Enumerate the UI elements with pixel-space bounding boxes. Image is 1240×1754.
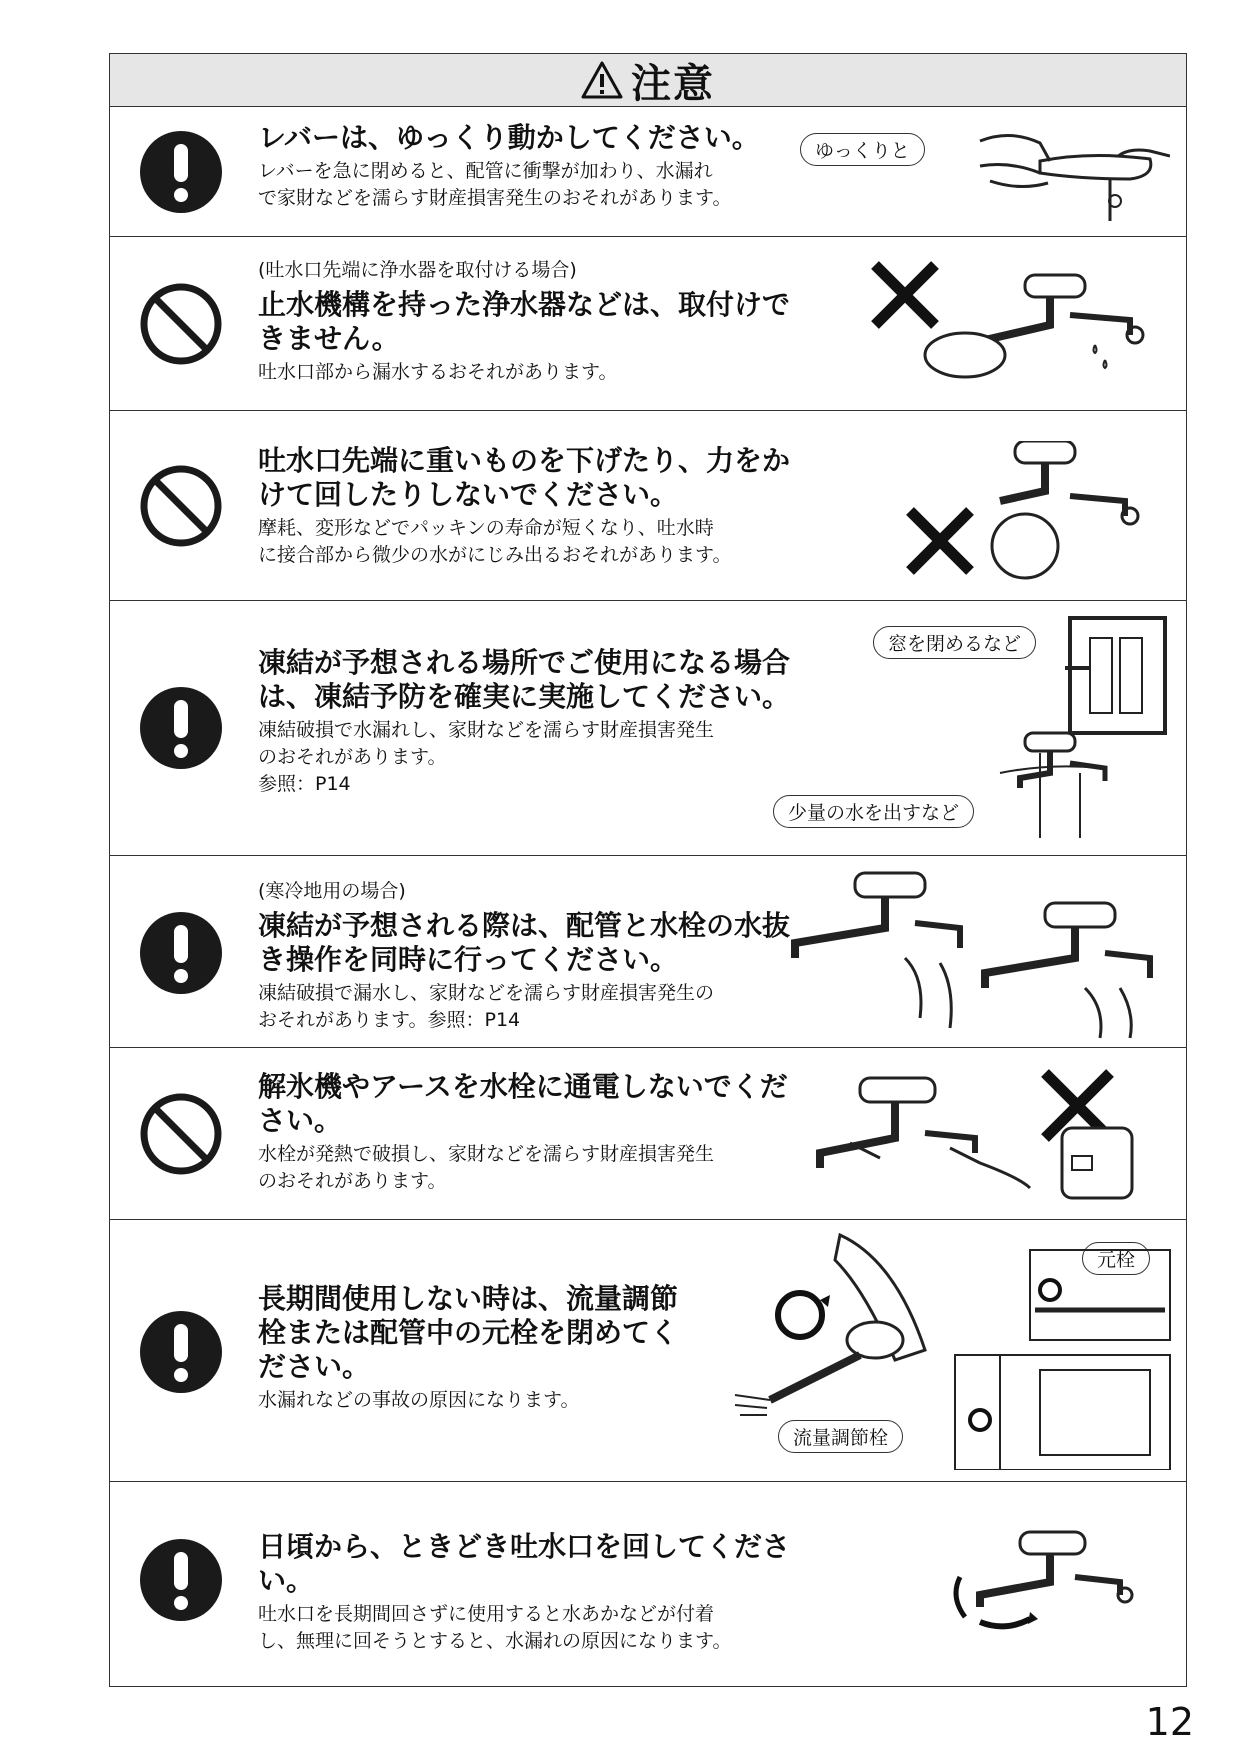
row-heading-line: けて回したりしないでください。	[258, 478, 679, 511]
row-heading-line: 凍結が予想される際は、配管と水栓の水抜	[258, 909, 791, 942]
row-heading-line: 長期間使用しない時は、流量調節	[258, 1282, 679, 1315]
row-heading-line: 止水機構を持った浄水器などは、取付けで	[258, 288, 791, 321]
row-body-line: 凍結破損で漏水し、家財などを濡らす財産損害発生の	[258, 982, 715, 1004]
row-heading-line: きません。	[258, 322, 400, 355]
prohibition-icon	[139, 1092, 223, 1176]
caution-row-8	[110, 1482, 1186, 1688]
rotate-spout-illustration	[950, 1527, 1150, 1637]
caution-header	[110, 54, 1186, 107]
caution-panel	[109, 53, 1187, 1687]
row-body-line: 吐水口部から漏水するおそれがあります。	[258, 361, 618, 383]
row-body-line: し、無理に回そうとすると、水漏れの原因になります。	[258, 1630, 732, 1652]
mandatory-action-icon	[139, 911, 223, 995]
row-body-line: のおそれがあります。	[258, 746, 447, 768]
row-heading-line: 栓または配管中の元栓を閉めてく	[258, 1316, 679, 1349]
row-body-line: に接合部から微少の水がにじみ出るおそれがあります。	[258, 544, 732, 566]
row-heading-line: 凍結が予想される場所でご使用になる場合	[258, 646, 791, 679]
row-heading-line: さい。	[258, 1104, 343, 1137]
flow-control-valve-bubble: 流量調節栓	[778, 1420, 903, 1453]
caution-row-1	[110, 107, 1186, 237]
mandatory-action-icon	[139, 130, 223, 214]
row-body-line: レバーを急に閉めると、配管に衝撃が加わり、水漏れ	[258, 160, 713, 182]
row-prefix: (寒冷地用の場合)	[258, 880, 406, 902]
caution-row-5	[110, 856, 1186, 1048]
row-body-line: 参照：P14	[258, 773, 351, 795]
window-faucet-illustration	[930, 613, 1170, 843]
row-body-line: で家財などを濡らす財産損害発生のおそれがあります。	[258, 187, 732, 209]
caution-row-2	[110, 237, 1186, 411]
mandatory-action-icon	[139, 1310, 223, 1394]
mandatory-action-icon	[139, 1538, 223, 1622]
valve-closing-illustration	[695, 1230, 1175, 1470]
slowly-bubble: ゆっくりと	[800, 133, 925, 166]
heavy-object-faucet-illustration	[900, 441, 1150, 586]
prohibition-icon	[139, 282, 223, 366]
prohibition-icon	[139, 464, 223, 548]
row-prefix: (吐水口先端に浄水器を取付ける場合)	[258, 259, 577, 281]
deicer-ground-illustration	[800, 1068, 1170, 1208]
row-heading: 日頃から、ときどき吐水口を回してください。	[258, 1530, 791, 1597]
small-water-bubble: 少量の水を出すなど	[773, 795, 974, 828]
row-heading-line: 吐水口先端に重いものを下げたり、力をか	[258, 444, 791, 477]
row-body-line: 水漏れなどの事故の原因になります。	[258, 1389, 580, 1411]
row-heading-line: 解氷機やアースを水栓に通電しないでくだ	[258, 1070, 788, 1103]
hand-lever-illustration	[970, 121, 1170, 221]
caution-row-7	[110, 1220, 1186, 1482]
warning-triangle-icon	[581, 61, 623, 99]
page-number: 12	[1145, 1700, 1194, 1744]
caution-row-6	[110, 1048, 1186, 1220]
row-body-line: おそれがあります。参照：P14	[258, 1009, 521, 1031]
caution-title: 注意	[631, 60, 715, 107]
row-body-line: のおそれがあります。	[258, 1170, 447, 1192]
row-body-line: 吐水口を長期間回さずに使用すると水あかなどが付着	[258, 1603, 715, 1625]
row-body-line: 凍結破損で水漏れし、家財などを濡らす財産損害発生	[258, 719, 715, 741]
row-heading-line: ださい。	[258, 1350, 371, 1383]
row-body-line: 摩耗、変形などでパッキンの寿命が短くなり、吐水時	[258, 517, 714, 539]
close-window-bubble: 窓を閉めるなど	[873, 626, 1036, 659]
row-heading-line: は、凍結予防を確実に実施してください。	[258, 680, 791, 713]
main-valve-bubble: 元栓	[1082, 1242, 1150, 1275]
caution-row-3	[110, 411, 1186, 601]
mandatory-action-icon	[139, 686, 223, 770]
water-purifier-faucet-illustration	[865, 255, 1165, 395]
row-heading-line: き操作を同時に行ってください。	[258, 943, 679, 976]
row-body-line: 水栓が発熱で破損し、家財などを濡らす財産損害発生	[258, 1143, 715, 1165]
row-heading: レバーは、ゆっくり動かしてください。	[258, 121, 760, 154]
caution-row-4	[110, 601, 1186, 856]
drain-operation-illustration	[775, 868, 1185, 1043]
